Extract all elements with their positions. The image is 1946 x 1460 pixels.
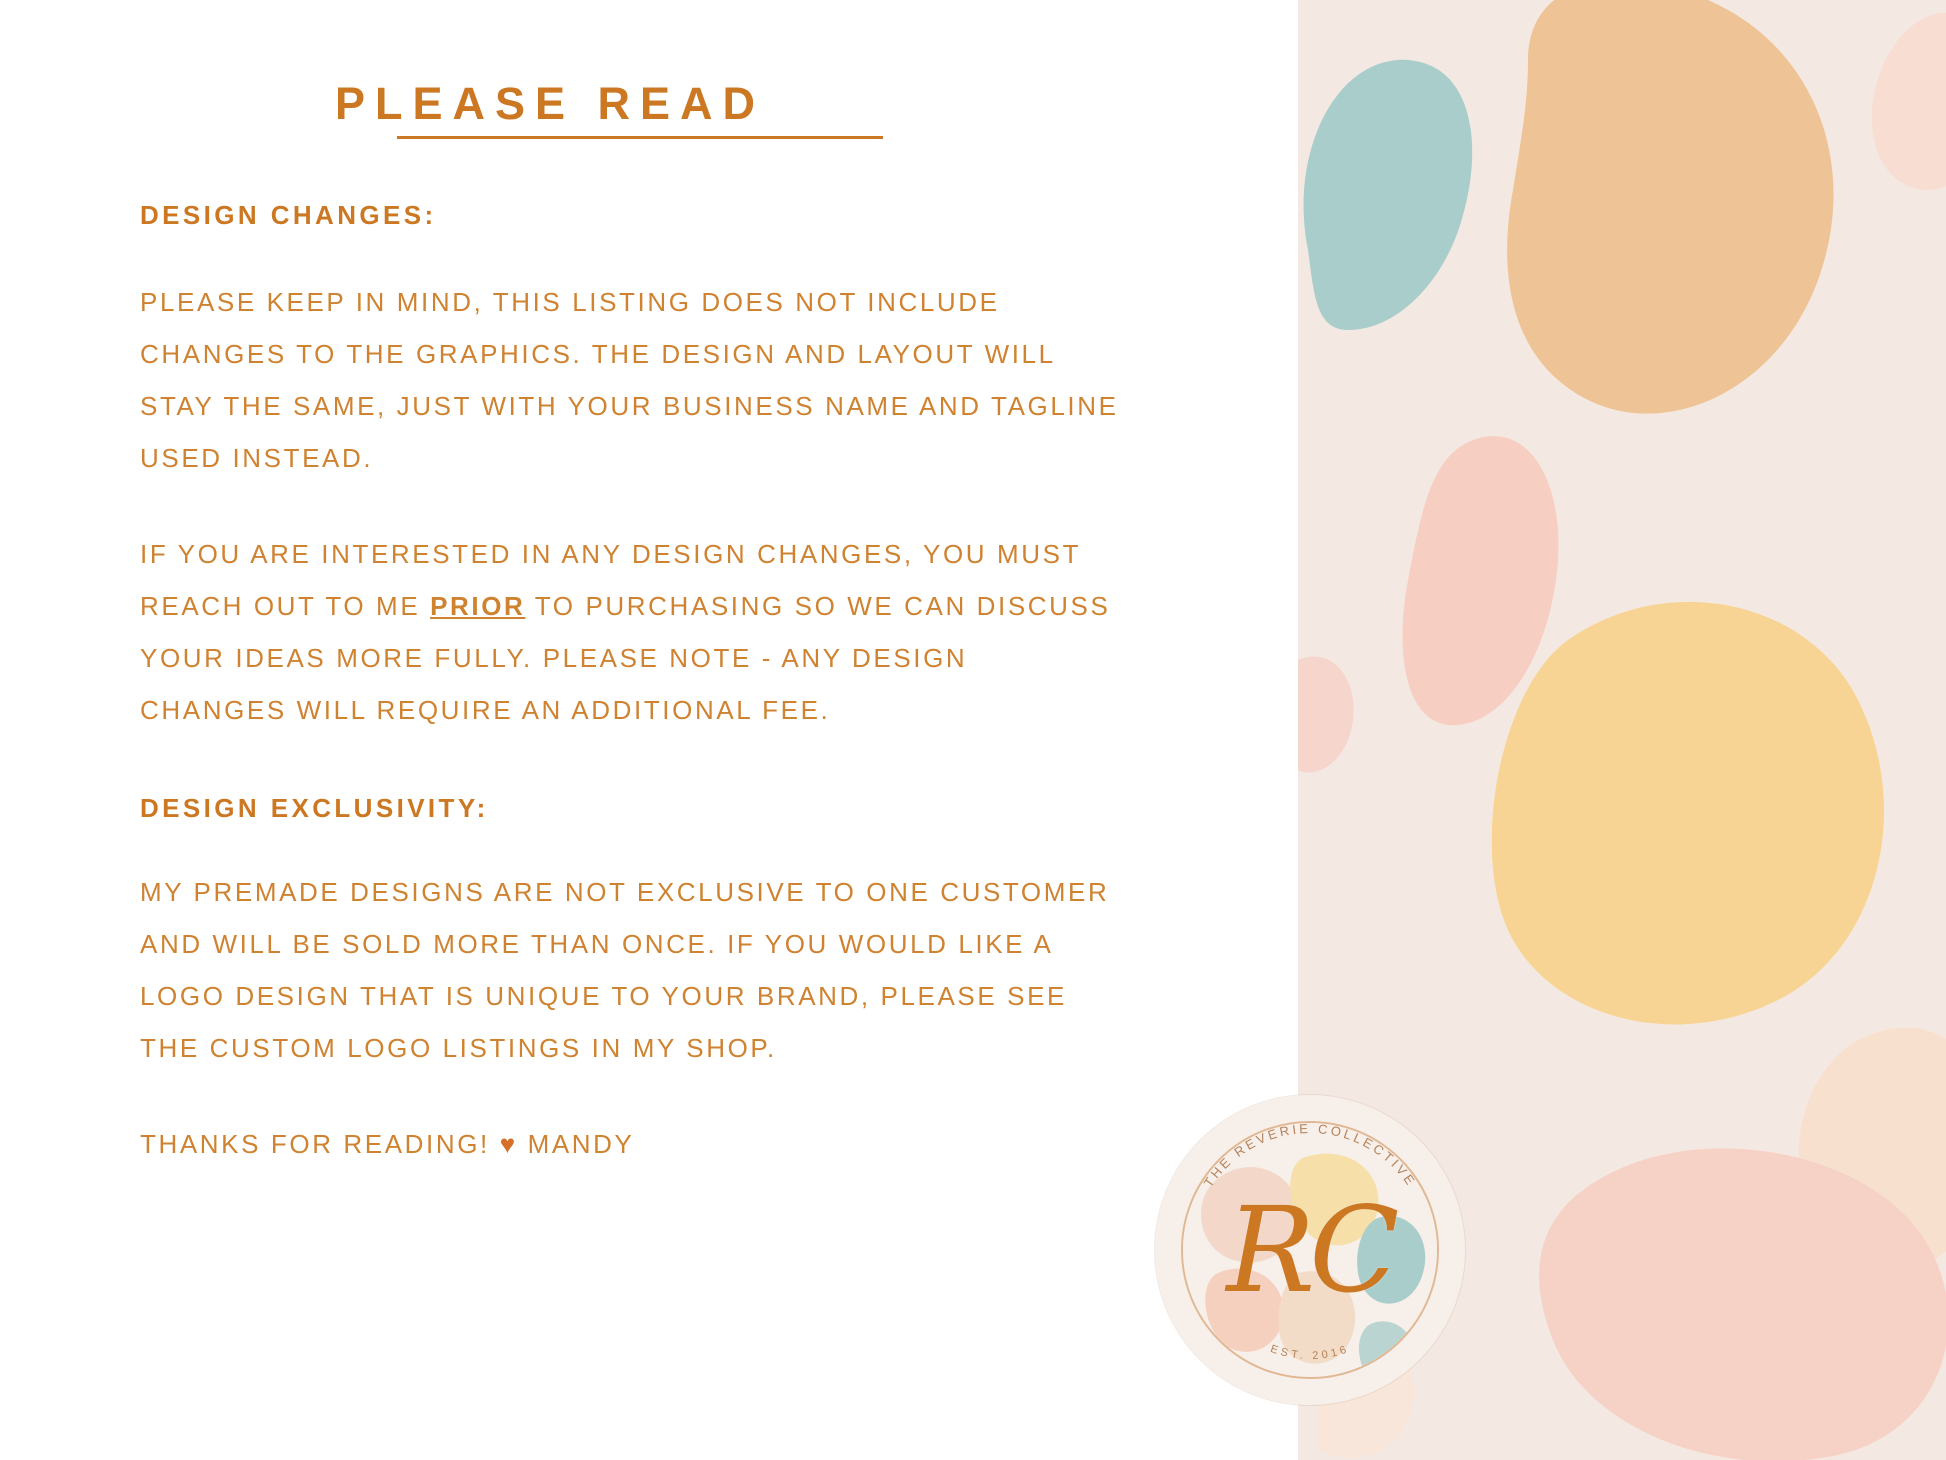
brand-logo-badge bbox=[1155, 1095, 1465, 1405]
paragraph-design-changes-1: PLEASE KEEP IN MIND, THIS LISTING DOES NOT INCLUDE CHANGES TO THE GRAPHICS. THE DESIGN AND LAYOUT WILL STAY THE SAME, JUST WITH YOUR BUSINESS NAME AND TAGLINE USED INSTEAD. bbox=[140, 286, 1119, 473]
blob-yellow-large bbox=[1492, 602, 1884, 1025]
section-heading-design-exclusivity: DESIGN EXCLUSIVITY: bbox=[140, 792, 489, 823]
paragraph-text-before: IF YOU ARE INTERESTED IN ANY DESIGN CHANGES, YOU MUST REACH OUT TO ME bbox=[140, 538, 1081, 621]
paragraph-design-changes-2 bbox=[140, 528, 1120, 736]
paragraph-text-after: TO PURCHASING SO WE CAN DISCUSS YOUR IDEAS MORE FULLY. PLEASE NOTE - ANY DESIGN CHANGES WILL REQUIRE AN ADDITIONAL FEE. bbox=[140, 590, 1111, 725]
logo-arc-label: THE REVERIE COLLECTIVE bbox=[1200, 1120, 1420, 1190]
signoff-after: MANDY bbox=[517, 1129, 635, 1160]
body-content bbox=[0, 201, 1120, 1170]
signoff-line bbox=[140, 1118, 1120, 1170]
section-heading-design-changes: DESIGN CHANGES: bbox=[140, 200, 437, 230]
logo-monogram: RC bbox=[1226, 1181, 1394, 1319]
emphasis-prior: PRIOR bbox=[430, 590, 526, 621]
logo-est-label: EST. 2016 bbox=[1268, 1342, 1352, 1363]
page-title: PLEASE READ bbox=[334, 78, 766, 129]
paragraph-design-exclusivity-1: MY PREMADE DESIGNS ARE NOT EXCLUSIVE TO ONE CUSTOMER AND WILL BE SOLD MORE THAN ONCE. IF YOU WOULD LIKE A LOGO DESIGN THAT IS UNIQUE TO YOUR BRAND, PLEASE SEE THE CUSTOM LOGO LISTINGS IN MY SHOP. bbox=[140, 877, 1110, 1064]
title-underline bbox=[397, 136, 883, 139]
signoff-before: THANKS FOR READING! bbox=[140, 1129, 500, 1160]
heart-icon: ♥ bbox=[499, 1129, 518, 1160]
logo-est-text-icon bbox=[1155, 1095, 1465, 1405]
